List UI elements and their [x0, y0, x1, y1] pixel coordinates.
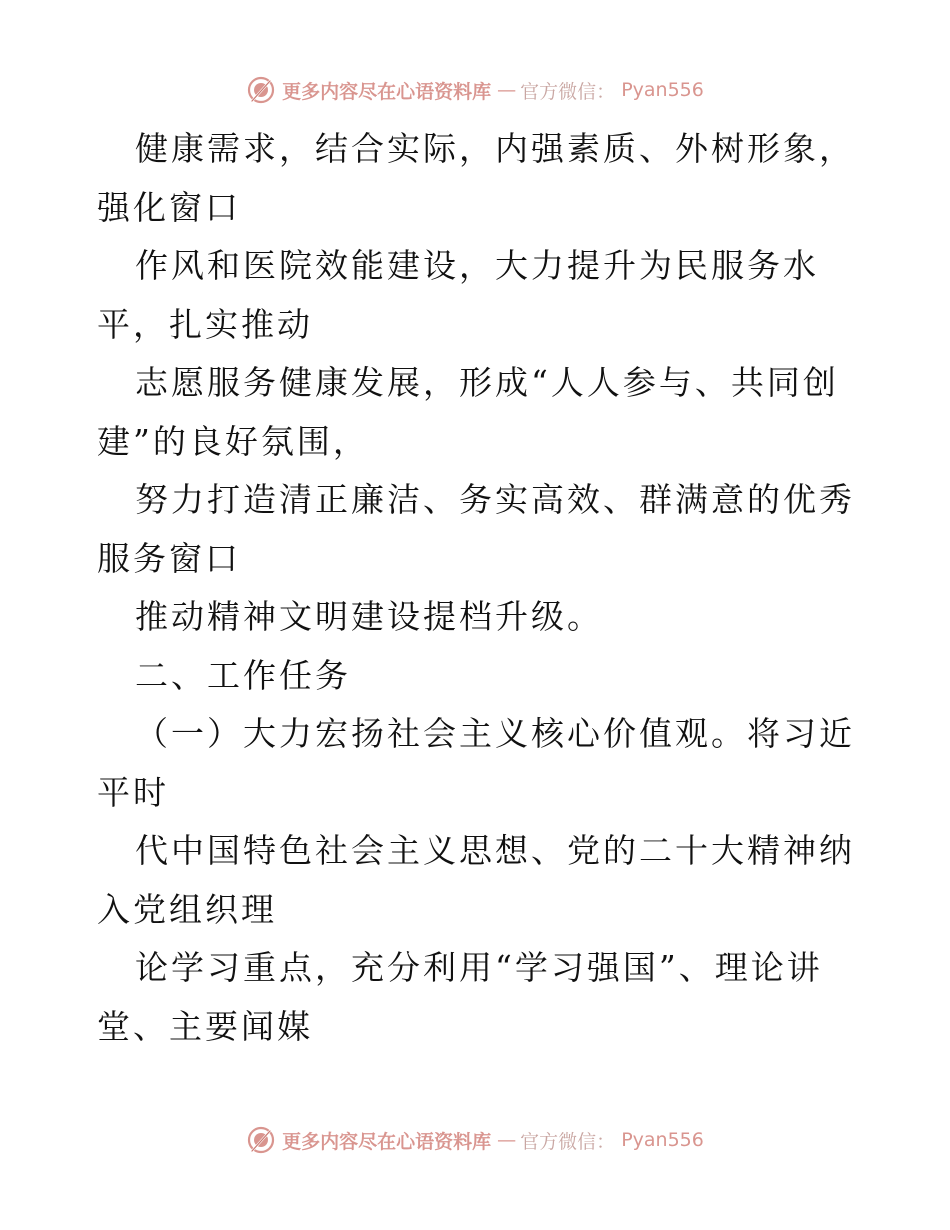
paragraph: 论学习重点，充分利用“学习强国”、理论讲堂、主要闻媒: [97, 948, 823, 1046]
watermark-separator: —: [497, 1129, 515, 1151]
watermark-official-label: 官方微信：: [520, 1130, 616, 1153]
paragraph: 代中国特色社会主义思想、党的二十大精神纳入党组织理: [97, 831, 855, 929]
paragraph: （一）大力宏扬社会主义核心价值观。将习近平时: [97, 714, 855, 812]
document-body: [97, 120, 857, 1056]
watermark-official-label: 官方微信：: [520, 80, 616, 103]
watermark-separator: —: [497, 79, 515, 101]
watermark-brand: 更多内容尽在心语资料库: [282, 80, 492, 103]
paragraph: 健康需求，结合实际，内强素质、外树形象，强化窗口: [97, 129, 855, 227]
pen-seal-icon: [246, 75, 276, 105]
paragraph: 志愿服务健康发展，形成“人人参与、共同创建”的良好氛围，: [97, 363, 839, 461]
paragraph: 作风和医院效能建设，大力提升为民服务水平，扎实推动: [97, 246, 819, 344]
header-watermark: [0, 70, 950, 110]
watermark-account: Pyan556: [621, 1129, 704, 1151]
watermark-account: Pyan556: [621, 79, 704, 101]
paragraph: 推动精神文明建设提档升级。: [135, 597, 603, 636]
section-heading: 二、工作任务: [135, 655, 351, 695]
pen-seal-icon: [246, 1125, 276, 1155]
footer-watermark: [0, 1120, 950, 1160]
watermark-brand: 更多内容尽在心语资料库: [282, 1130, 492, 1153]
paragraph: 努力打造清正廉洁、务实高效、群满意的优秀服务窗口: [97, 480, 855, 578]
